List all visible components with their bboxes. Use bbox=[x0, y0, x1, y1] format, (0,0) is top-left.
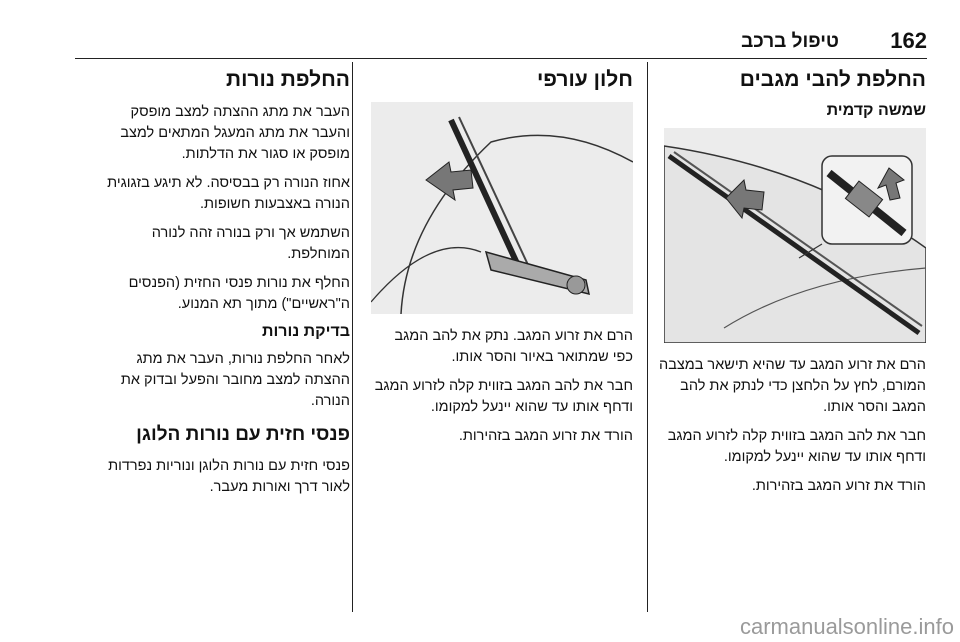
section-title: חלון עורפי bbox=[536, 68, 633, 91]
chapter-title: טיפול ברכב bbox=[741, 31, 839, 52]
front-wiper-figure bbox=[664, 128, 926, 343]
section-title: פנסי חזית עם נורות הלוגן bbox=[136, 424, 350, 446]
page-number: 162 bbox=[890, 28, 927, 53]
paragraph: הרם את זרוע המגב עד שהיא תישאר במצבה המורם, לחץ על הלחצן כדי לנתק את להב המגב והסר אותו. bbox=[659, 357, 926, 416]
column-divider bbox=[352, 62, 353, 612]
column-wiper-rear bbox=[371, 62, 633, 455]
column-bulbs bbox=[95, 62, 350, 506]
rear-wiper-figure bbox=[371, 102, 633, 314]
section-title: החלפת נורות bbox=[226, 68, 350, 91]
paragraph: העבר את מתג ההצתה למצב מופסק והעבר את מתג המעגל המתאים למצב מופסק או סגור את הדלתות. bbox=[120, 104, 350, 163]
paragraph: הורד את זרוע המגב בזהירות. bbox=[751, 478, 926, 495]
paragraph: אחוז הנורה רק בבסיסה. לא תיגע בזגוגית הנורה באצבעות חשופות. bbox=[107, 175, 350, 213]
paragraph: הרם את זרוע המגב. נתק את להב המגב כפי שמתואר באיור והסר אותו. bbox=[394, 328, 633, 366]
column-divider bbox=[647, 62, 648, 612]
subsection-title: בדיקת נורות bbox=[261, 323, 350, 341]
section-title: החלפת להבי מגבים bbox=[739, 68, 926, 91]
paragraph: חבר את להב המגב בזווית קלה לזרוע המגב ודחף אותו עד שהוא יינעל למקומו. bbox=[667, 428, 926, 466]
paragraph: השתמש אך ורק בנורה זהה לנורה המוחלפת. bbox=[151, 225, 350, 263]
watermark: carmanualsonline.info bbox=[739, 614, 954, 639]
paragraph: לאחר החלפת נורות, העבר את מתג ההצתה למצב מחובר והפעל ובדוק את הנורה. bbox=[120, 351, 350, 410]
paragraph: חבר את להב המגב בזווית קלה לזרוע המגב ודחף אותו עד שהוא יינעל למקומו. bbox=[374, 378, 633, 416]
subsection-title: שמשה קדמית bbox=[826, 102, 926, 119]
paragraph: הורד את זרוע המגב בזהירות. bbox=[458, 428, 633, 445]
paragraph: פנסי חזית עם נורות הלוגן ונוריות נפרדות לאור דרך ואורות מעבר. bbox=[108, 458, 350, 496]
column-wiper-front bbox=[651, 62, 926, 505]
paragraph: החלף את נורות פנסי החזית (הפנסים ה"ראשיים") מתוך תא המנוע. bbox=[128, 275, 350, 313]
page-header bbox=[75, 28, 927, 54]
header-rule bbox=[75, 58, 927, 59]
